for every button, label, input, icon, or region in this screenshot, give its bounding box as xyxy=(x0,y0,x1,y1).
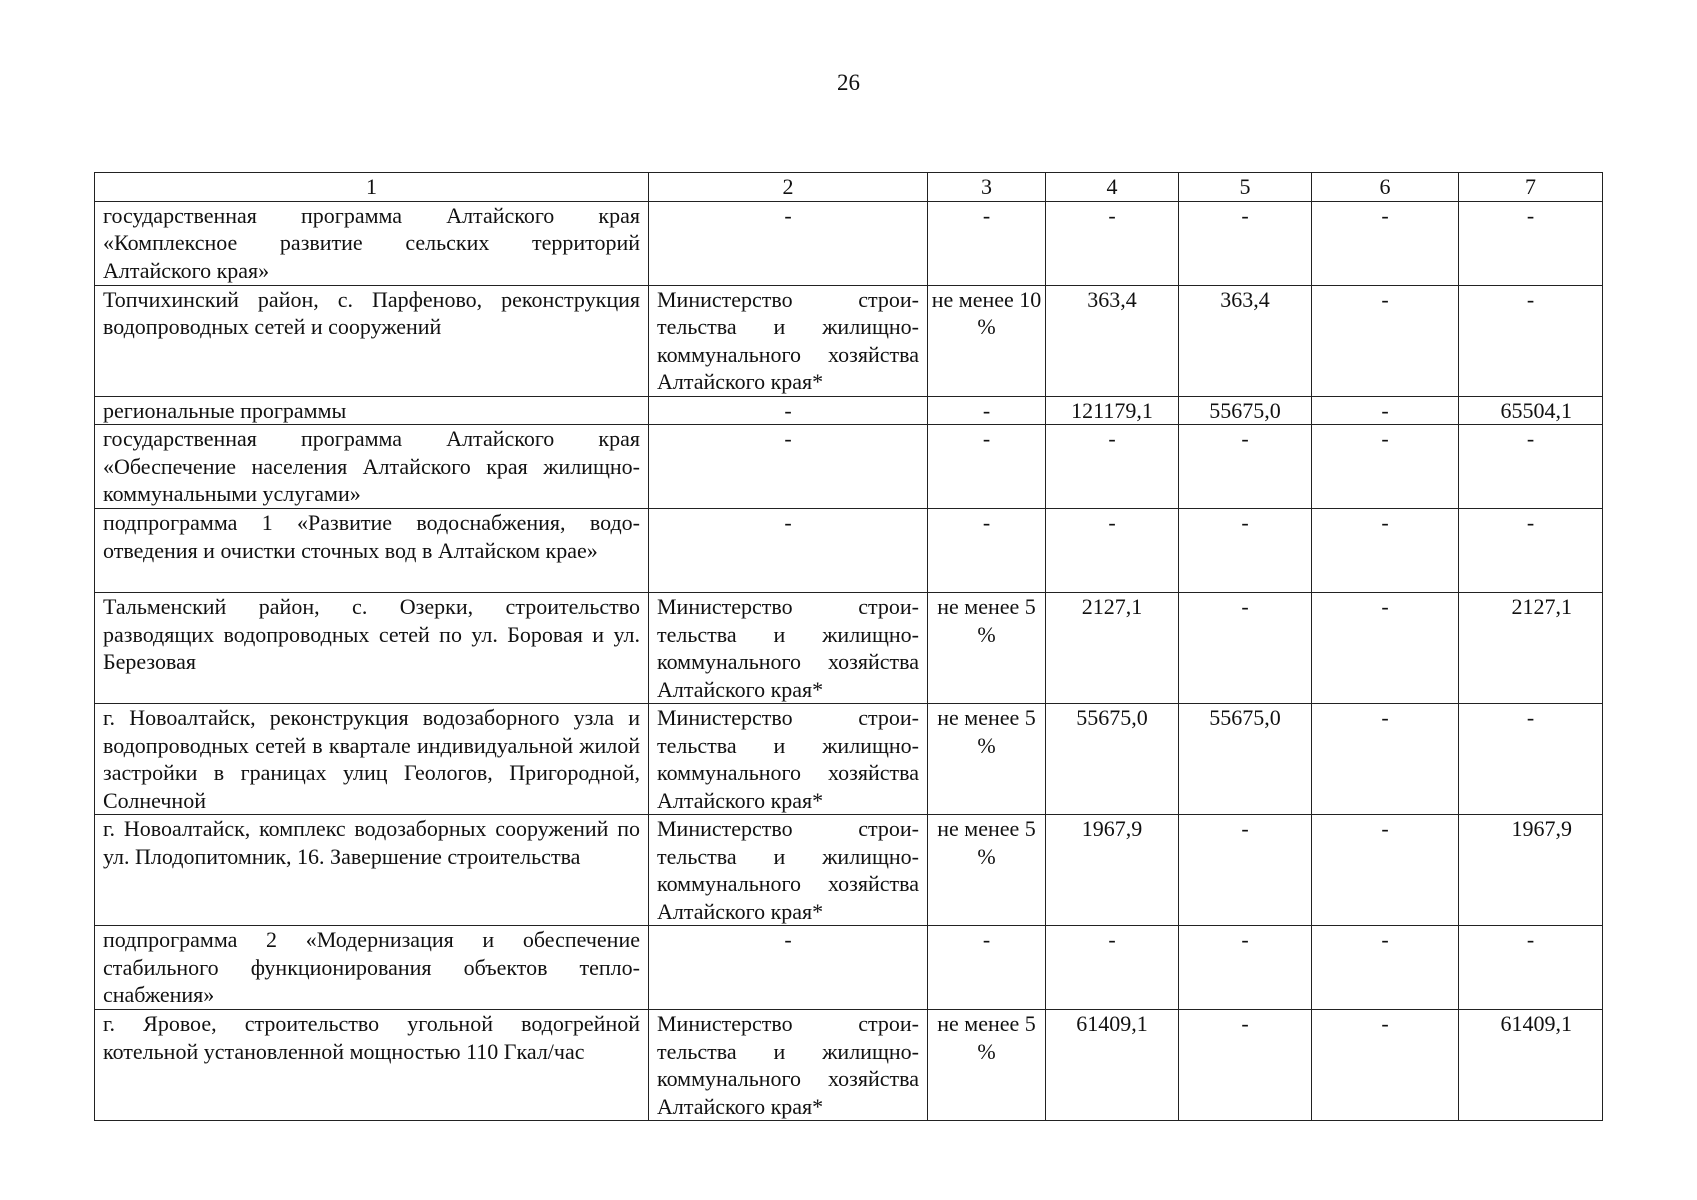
row-org-cell: - xyxy=(649,509,928,593)
table-row xyxy=(95,704,1603,815)
row-value-7: 2127,1 xyxy=(1459,593,1603,704)
row-value-5: - xyxy=(1179,815,1312,926)
row-share-cell: не менее 5 % xyxy=(928,704,1046,815)
row-value-7: - xyxy=(1459,285,1603,396)
row-name-cell: подпрограмма 2 «Модернизация и обеспечение стабильного функционирования объектов теплоснабжения» xyxy=(95,926,649,1010)
row-value-4: 2127,1 xyxy=(1046,593,1179,704)
header-cell-4: 4 xyxy=(1046,173,1179,202)
row-name-cell: подпрограмма 1 «Развитие водоснабжения, водоотведения и очистки сточных вод в Алтайском крае» xyxy=(95,509,649,593)
row-share-cell: - xyxy=(928,396,1046,425)
table-row xyxy=(95,425,1603,509)
header-cell-3: 3 xyxy=(928,173,1046,202)
row-value-4: - xyxy=(1046,201,1179,285)
row-value-4: 55675,0 xyxy=(1046,704,1179,815)
row-name-cell: г. Новоалтайск, реконструкция водозаборного узла и водопроводных сетей в квартале индивидуальной жилой застройки в границах улиц Геологов, Пригородной, Солнечной xyxy=(95,704,649,815)
row-share-cell: не менее 10 % xyxy=(928,285,1046,396)
row-value-5: - xyxy=(1179,593,1312,704)
row-share-cell: - xyxy=(928,425,1046,509)
header-cell-5: 5 xyxy=(1179,173,1312,202)
row-name-cell: государственная программа Алтайского края «Обеспечение населения Алтайского края жилищно-коммунальными услугами» xyxy=(95,425,649,509)
row-org-cell: - xyxy=(649,201,928,285)
header-row xyxy=(95,173,1603,202)
row-value-6: - xyxy=(1312,815,1459,926)
page-number: 26 xyxy=(837,70,860,95)
row-value-7: - xyxy=(1459,201,1603,285)
row-value-7: - xyxy=(1459,509,1603,593)
row-org-cell: Министерство строительства и жилищно-коммунального хозяйства Алтайского края* xyxy=(649,285,928,396)
row-name-cell: Тальменский район, с. Озерки, строительство разводящих водопроводных сетей по ул. Боровая и ул. Березовая xyxy=(95,593,649,704)
row-share-cell: - xyxy=(928,201,1046,285)
row-value-5: - xyxy=(1179,425,1312,509)
row-value-7: 65504,1 xyxy=(1459,396,1603,425)
row-value-7: 1967,9 xyxy=(1459,815,1603,926)
row-value-4: 121179,1 xyxy=(1046,396,1179,425)
table-row xyxy=(95,1010,1603,1121)
row-share-cell: - xyxy=(928,509,1046,593)
table-row xyxy=(95,593,1603,704)
row-org-cell: - xyxy=(649,425,928,509)
row-value-6: - xyxy=(1312,926,1459,1010)
row-value-5: - xyxy=(1179,926,1312,1010)
row-org-cell: Министерство строительства и жилищно-коммунального хозяйства Алтайского края* xyxy=(649,1010,928,1121)
row-value-6: - xyxy=(1312,285,1459,396)
row-share-cell: не менее 5 % xyxy=(928,1010,1046,1121)
row-value-7: - xyxy=(1459,926,1603,1010)
header-cell-6: 6 xyxy=(1312,173,1459,202)
table-row xyxy=(95,201,1603,285)
header-cell-7: 7 xyxy=(1459,173,1603,202)
row-name-cell: региональные программы xyxy=(95,396,649,425)
row-value-4: 1967,9 xyxy=(1046,815,1179,926)
row-value-6: - xyxy=(1312,425,1459,509)
row-name-cell: г. Яровое, строительство угольной водогрейной котельной установленной мощностью 110 Гкал/час xyxy=(95,1010,649,1121)
row-value-5: - xyxy=(1179,1010,1312,1121)
table-row xyxy=(95,926,1603,1010)
header-cell-1: 1 xyxy=(95,173,649,202)
row-value-5: 363,4 xyxy=(1179,285,1312,396)
row-org-cell: - xyxy=(649,396,928,425)
row-value-6: - xyxy=(1312,509,1459,593)
row-name-cell: г. Новоалтайск, комплекс водозаборных сооружений по ул. Плодопитомник, 16. Завершение строительства xyxy=(95,815,649,926)
row-org-cell: Министерство строительства и жилищно-коммунального хозяйства Алтайского края* xyxy=(649,815,928,926)
row-org-cell: Министерство строительства и жилищно-коммунального хозяйства Алтайского края* xyxy=(649,704,928,815)
row-value-4: 363,4 xyxy=(1046,285,1179,396)
row-name-cell: Топчихинский район, с. Парфеново, реконструкция водопроводных сетей и сооружений xyxy=(95,285,649,396)
row-name-cell: государственная программа Алтайского края «Комплексное развитие сельских территорий Алтайского края» xyxy=(95,201,649,285)
row-value-7: - xyxy=(1459,704,1603,815)
program-table xyxy=(94,172,1603,1121)
row-value-5: - xyxy=(1179,509,1312,593)
row-value-6: - xyxy=(1312,1010,1459,1121)
row-share-cell: - xyxy=(928,926,1046,1010)
row-value-4: - xyxy=(1046,926,1179,1010)
row-org-cell: - xyxy=(649,926,928,1010)
table-row xyxy=(95,815,1603,926)
table-row xyxy=(95,509,1603,593)
row-value-5: - xyxy=(1179,201,1312,285)
row-value-4: - xyxy=(1046,425,1179,509)
row-value-7: - xyxy=(1459,425,1603,509)
header-cell-2: 2 xyxy=(649,173,928,202)
row-value-5: 55675,0 xyxy=(1179,704,1312,815)
row-org-cell: Министерство строительства и жилищно-коммунального хозяйства Алтайского края* xyxy=(649,593,928,704)
table-row xyxy=(95,396,1603,425)
row-value-6: - xyxy=(1312,201,1459,285)
row-value-6: - xyxy=(1312,593,1459,704)
row-value-7: 61409,1 xyxy=(1459,1010,1603,1121)
row-value-6: - xyxy=(1312,704,1459,815)
row-value-4: 61409,1 xyxy=(1046,1010,1179,1121)
row-share-cell: не менее 5 % xyxy=(928,593,1046,704)
row-share-cell: не менее 5 % xyxy=(928,815,1046,926)
row-value-5: 55675,0 xyxy=(1179,396,1312,425)
table-row xyxy=(95,285,1603,396)
row-value-6: - xyxy=(1312,396,1459,425)
row-value-4: - xyxy=(1046,509,1179,593)
